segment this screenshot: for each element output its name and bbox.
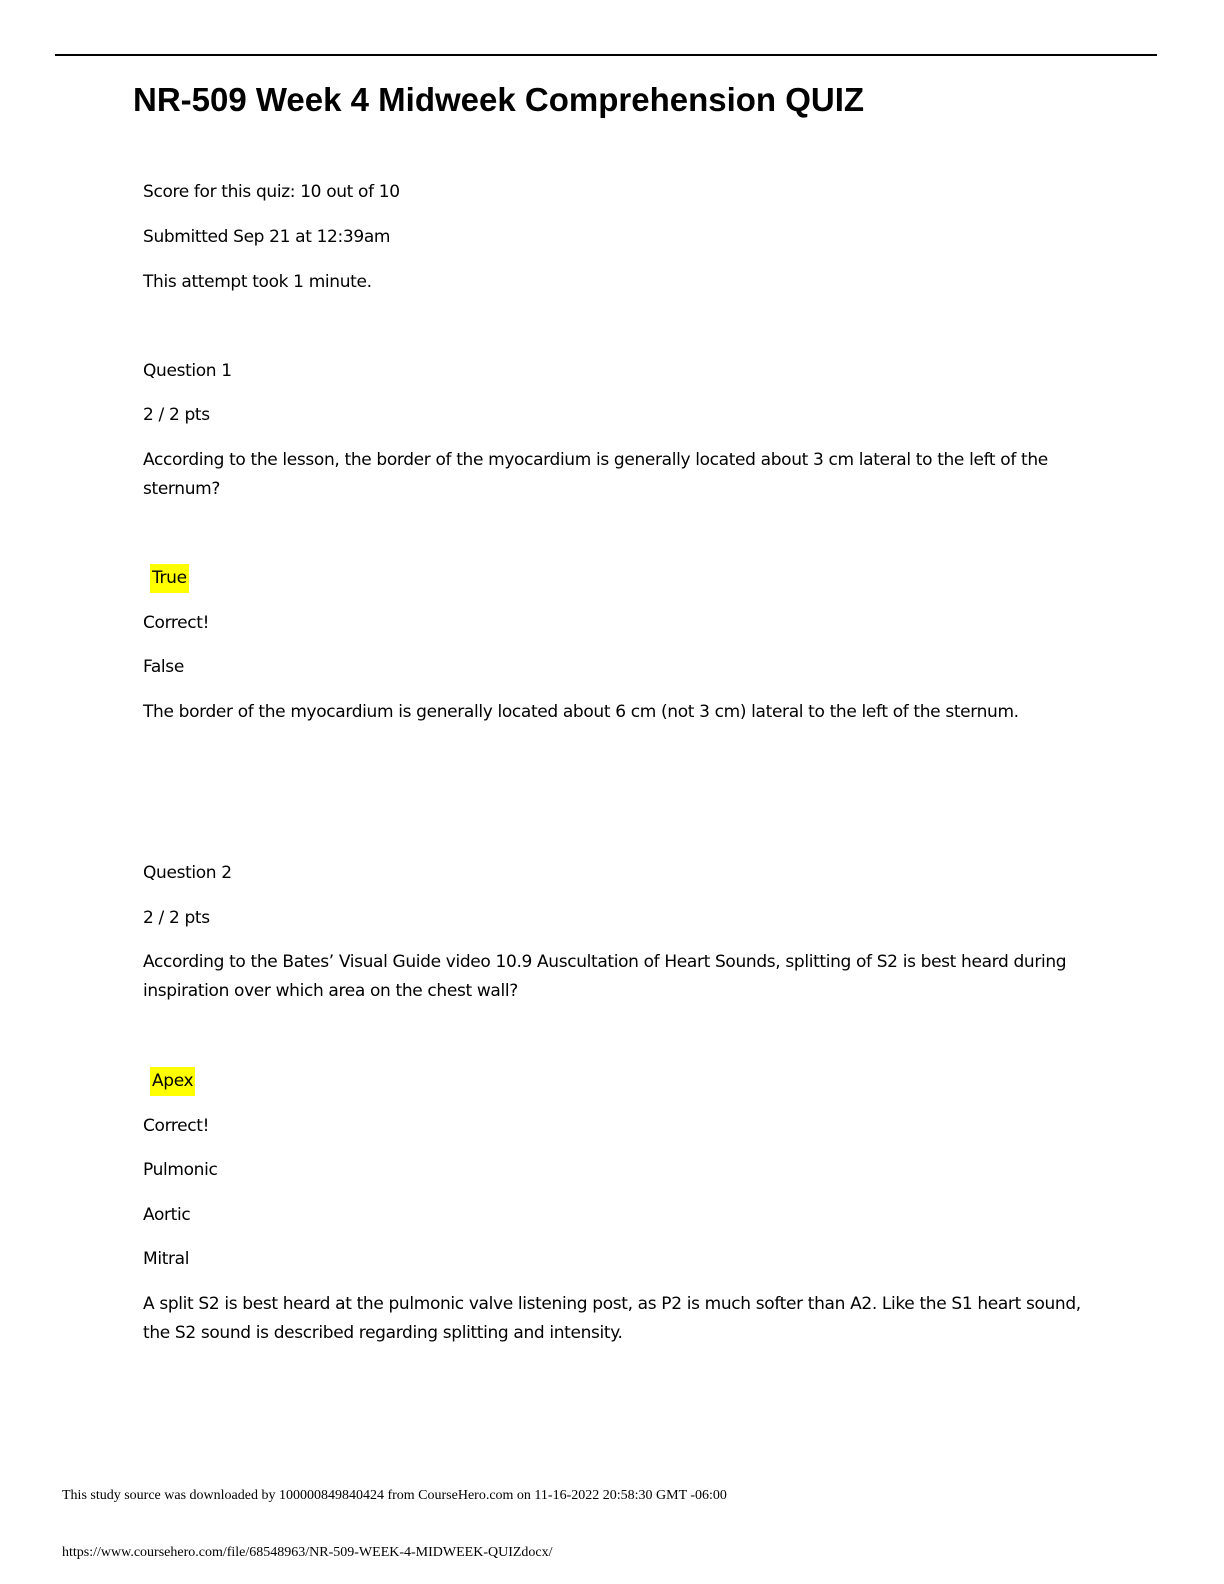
question-2-result: Correct!: [143, 1116, 210, 1136]
question-1-points: 2 / 2 pts: [143, 405, 210, 425]
question-1-option-false: False: [143, 657, 184, 677]
question-2-option-aortic: Aortic: [143, 1205, 191, 1225]
top-rule: [55, 54, 1157, 56]
footer-source-note: This study source was downloaded by 100000849840424 from CourseHero.com on 11-16-2022 20:58:30 GMT -06:00: [62, 1488, 727, 1503]
question-2-option-pulmonic: Pulmonic: [143, 1160, 218, 1180]
question-2-prompt: According to the Bates’ Visual Guide video 10.9 Auscultation of Heart Sounds, splitting of S2 is best heard during inspiration over which area on the chest wall?: [143, 952, 1067, 1001]
question-1-explanation: The border of the myocardium is generally located about 6 cm (not 3 cm) lateral to the left of the sternum.: [143, 702, 1019, 722]
page-title: NR-509 Week 4 Midweek Comprehension QUIZ: [133, 81, 865, 118]
question-2-number: Question 2: [143, 863, 232, 883]
question-1-result: Correct!: [143, 613, 210, 633]
question-2-selected-answer: Apex: [150, 1067, 195, 1096]
quiz-score: Score for this quiz: 10 out of 10: [143, 182, 400, 202]
question-1-number: Question 1: [143, 361, 232, 381]
question-2-points: 2 / 2 pts: [143, 908, 210, 928]
attempt-duration: This attempt took 1 minute.: [143, 272, 372, 292]
question-1-prompt: According to the lesson, the border of the myocardium is generally located about 3 cm lateral to the left of the sternum?: [143, 450, 1048, 499]
question-1-selected-answer: True: [150, 564, 189, 593]
question-2-option-mitral: Mitral: [143, 1249, 190, 1269]
question-2-explanation: A split S2 is best heard at the pulmonic valve listening post, as P2 is much softer than A2. Like the S1 heart sound, the S2 sound is described regarding splitting and intensity.: [143, 1294, 1081, 1343]
submitted-time: Submitted Sep 21 at 12:39am: [143, 227, 391, 247]
footer-url[interactable]: https://www.coursehero.com/file/68548963/NR-509-WEEK-4-MIDWEEK-QUIZdocx/: [62, 1545, 553, 1560]
